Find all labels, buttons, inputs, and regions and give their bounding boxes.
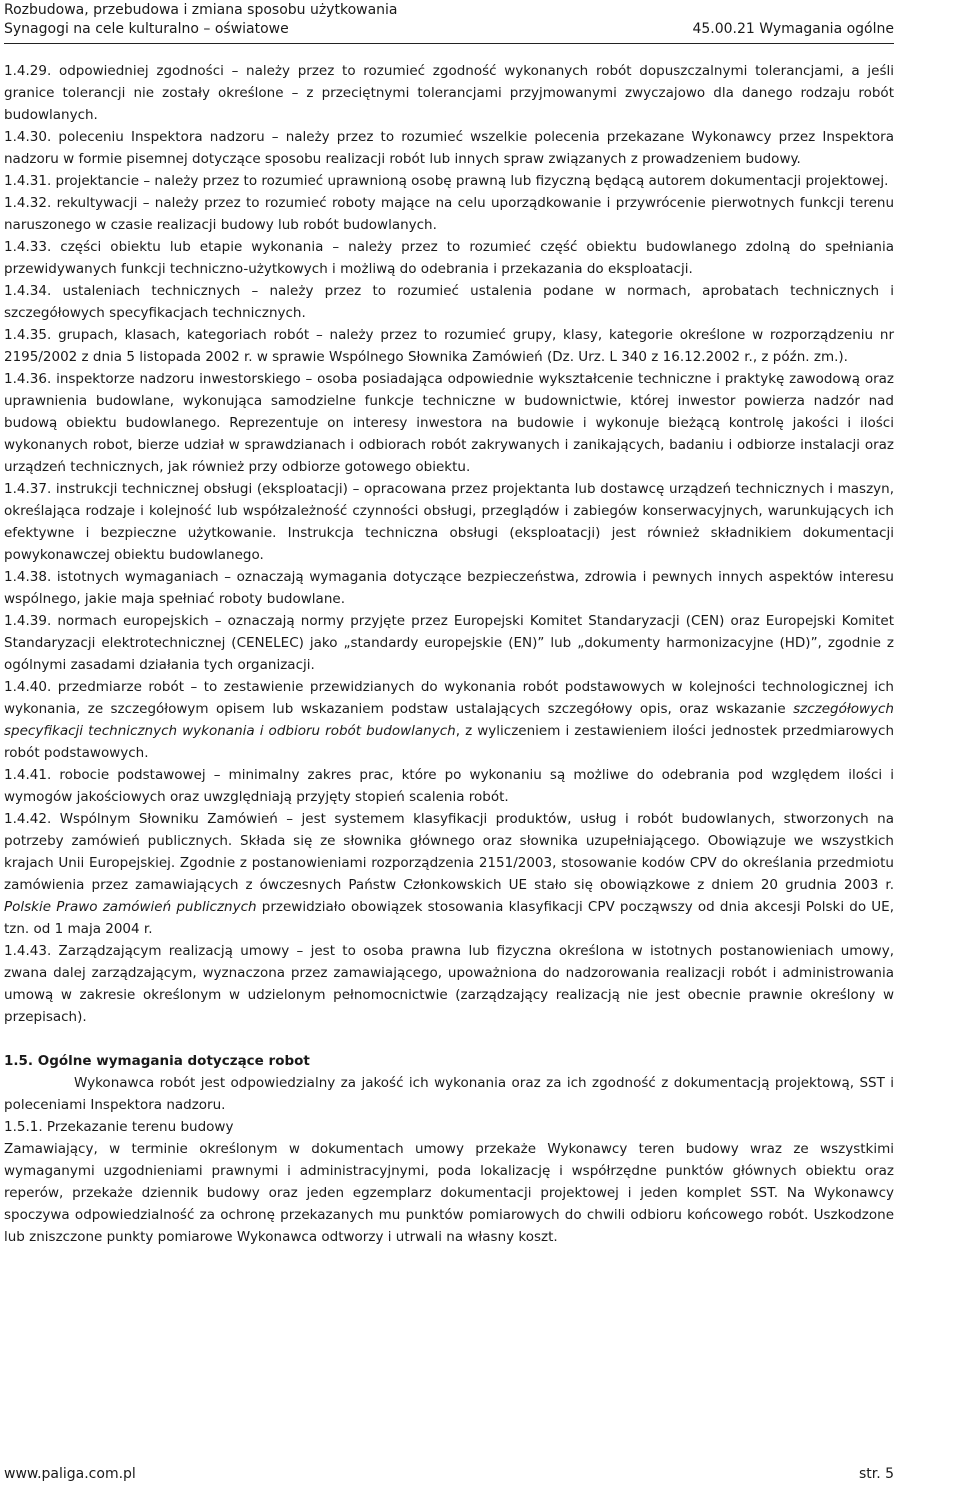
- definition-number: 1.4.42.: [4, 811, 52, 827]
- definition-item: [4, 60, 894, 126]
- definition-number: 1.4.32.: [4, 195, 52, 211]
- definition-item: [4, 192, 894, 236]
- definition-item: [4, 764, 894, 808]
- definition-text: części obiektu lub etapie wykonania – należy przez to rozumieć część obiektu budowlanego zdolną do spełniania przewidywanych funkcji techniczno-użytkowych i możliwą do odebrania i przekazania do eksploatacji.: [4, 239, 894, 277]
- header-project-subtitle: Synagogi na cele kulturalno – oświatowe: [4, 21, 289, 37]
- definition-item: [4, 170, 894, 192]
- definition-text: projektancie – należy przez to rozumieć uprawnioną osobę prawną lub fizyczną będącą autorem dokumentacji projektowej.: [55, 173, 889, 189]
- header-divider: [4, 43, 894, 44]
- definition-text-italic: Polskie Prawo zamówień publicznych: [4, 899, 257, 915]
- definition-item: [4, 566, 894, 610]
- definition-number: 1.4.33.: [4, 239, 52, 255]
- definition-text: ustaleniach technicznych – należy przez to rozumieć ustalenia podane w normach, aprobatach technicznych i szczegółowych specyfikacjach technicznych.: [4, 283, 894, 321]
- section-intro: Wykonawca robót jest odpowiedzialny za jakość ich wykonania oraz za ich zgodność z dokumentacją projektową, SST i poleceniami Inspektora nadzoru.: [4, 1075, 894, 1113]
- footer-website: www.paliga.com.pl: [4, 1466, 136, 1482]
- definition-text: odpowiedniej zgodności – należy przez to rozumieć zgodność wykonanych robót dopuszczalnymi tolerancjami, a jeśli granice tolerancji nie zostały określone – z przeciętnymi tolerancjami przyjmowanymi zwyczajowo dla danego rodzaju robót budowlanych.: [4, 63, 894, 123]
- definition-number: 1.4.39.: [4, 613, 52, 629]
- header-project-title: Rozbudowa, przebudowa i zmiana sposobu użytkowania: [4, 2, 398, 18]
- definition-text: robocie podstawowej – minimalny zakres prac, które po wykonaniu są możliwe do odebrania pod względem ilości i wymogów jakościowych oraz uwzględniają przyjęty stopień scalenia robót.: [4, 767, 894, 805]
- page-footer: [4, 1463, 894, 1485]
- definition-item: [4, 324, 894, 368]
- subsection-heading: 1.5.1. Przekazanie terenu budowy: [4, 1119, 234, 1135]
- definition-item: [4, 236, 894, 280]
- definition-number: 1.4.38.: [4, 569, 52, 585]
- definition-number: 1.4.35.: [4, 327, 52, 343]
- definition-number: 1.4.31.: [4, 173, 52, 189]
- section-heading: 1.5. Ogólne wymagania dotyczące robot: [4, 1053, 310, 1069]
- definition-text: grupach, klasach, kategoriach robót – należy przez to rozumieć grupy, klasy, kategorie określone w rozporządzeniu nr 2195/2002 z dnia 5 listopada 2002 r. w sprawie Wspólnego Słownika Zamówień (Dz. Urz. L 340 z 16.12.2002 r., z późn. zm.).: [4, 327, 895, 365]
- definition-item: [4, 280, 894, 324]
- definition-text: rekultywacji – należy przez to rozumieć roboty mające na celu uporządkowanie i przywrócenie pierwotnych funkcji terenu naruszonego w czasie realizacji budowy lub robót budowlanych.: [4, 195, 894, 233]
- definition-text: poleceniu Inspektora nadzoru – należy przez to rozumieć wszelkie polecenia przekazane Wykonawcy przez Inspektora nadzoru w formie pisemnej dotyczące sposobu realizacji robót lub innych spraw związanych z prowadzeniem budowy.: [4, 129, 895, 167]
- definition-text: inspektorze nadzoru inwestorskiego – osoba posiadająca odpowiednie wykształcenie techniczne i praktykę zawodową oraz uprawnienia budowlane, wykonująca samodzielne funkcje techniczne w budownictwie, której inwestor powierza nadzór nad budową obiektu budowlanego. Reprezentuje on interesy inwestora na budowie i wykonuje bieżącą kontrolę jakości i ilości wykonanych robot, bierze udział w sprawdzianach i odbiorach robót zakrywanych i zanikających, badaniu i odbiorze instalacji oraz urządzeń technicznych, jak również przy odbiorze gotowego obiektu.: [4, 371, 895, 475]
- subsection-text: Zamawiający, w terminie określonym w dokumentach umowy przekaże Wykonawcy teren budowy wraz ze wszystkimi wymaganymi uzgodnieniami prawnymi i administracyjnymi, poda lokalizację i współrzędne punktów głównych obiektu oraz reperów, przekaże dziennik budowy oraz jeden egzemplarz dokumentacji projektowej i jeden komplet SST. Na Wykonawcy spoczywa odpowiedzialność za ochronę przekazanych mu punktów pomiarowych do chwili odbioru końcowego robót. Uszkodzone lub zniszczone punkty pomiarowe Wykonawca odtworzy i utrwali na własny koszt.: [4, 1141, 894, 1245]
- definition-item: [4, 610, 894, 676]
- definition-number: 1.4.36.: [4, 371, 52, 387]
- document-body: [4, 60, 894, 1248]
- footer-page-number: str. 5: [858, 1466, 894, 1482]
- definition-item: [4, 676, 894, 764]
- definition-text: istotnych wymaganiach – oznaczają wymagania dotyczące bezpieczeństwa, zdrowia i pewnych innych aspektów interesu wspólnego, jakie maja spełniać roboty budowlane.: [4, 569, 894, 607]
- page-header: [4, 0, 894, 42]
- definition-number: 1.4.34.: [4, 283, 52, 299]
- definition-text-cont: , z wyliczeniem i zestawieniem ilości jednostek przedmiarowych robót podstawowych.: [4, 723, 895, 761]
- definition-text: Zarządzającym realizacją umowy – jest to osoba prawna lub fizyczna określona w istotnych postanowieniach umowy, zwana dalej zarządzającym, wyznaczona przez zamawiającego, upoważniona do nadzorowania realizacji robót i administrowania umową w zakresie określonym w udzielonym pełnomocnictwie (zarządzający realizacją nie jest obecnie prawnie określony w przepisach).: [4, 943, 894, 1025]
- header-spec-code: 45.00.21 Wymagania ogólne: [692, 21, 894, 37]
- definition-text: normach europejskich – oznaczają normy przyjęte przez Europejski Komitet Standaryzacji (CEN) oraz Europejski Komitet Standaryzacji elektrotechnicznej (CENELEC) jako „standardy europejskie (EN)” lub „dokumenty harmonizacyjne (HD)”, zgodnie z ogólnymi zasadami działania tych organizacji.: [4, 613, 894, 673]
- definition-number: 1.4.37.: [4, 481, 52, 497]
- definition-item: [4, 368, 894, 478]
- definition-number: 1.4.43.: [4, 943, 52, 959]
- definition-item: [4, 808, 894, 940]
- definition-number: 1.4.30.: [4, 129, 52, 145]
- definition-item: [4, 478, 894, 566]
- section-spacer: [4, 1028, 894, 1050]
- definition-number: 1.4.40.: [4, 679, 52, 695]
- definition-item: [4, 940, 894, 1028]
- definition-item: [4, 126, 894, 170]
- definition-text: Wspólnym Słowniku Zamówień – jest systemem klasyfikacji produktów, usług i robót budowlanych, stworzonych na potrzeby zamówień publicznych. Składa się ze słownika głównego oraz słownika uzupełniającego. Obowiązuje we wszystkich krajach Unii Europejskiej. Zgodnie z postanowieniami rozporządzenia 2151/2003, stosowanie kodów CPV do określania przedmiotu zamówienia przez zamawiających z ówczesnych Państw Członkowskich UE stało się obowiązkowe z dniem 20 grudnia 2003 r.: [4, 811, 894, 893]
- definition-number: 1.4.41.: [4, 767, 52, 783]
- definition-text: instrukcji technicznej obsługi (eksploatacji) – opracowana przez projektanta lub dostawcę urządzeń technicznych i maszyn, określająca rodzaje i kolejność lub współzależność czynności obsługi, przeglądów i zabiegów konserwacyjnych, warunkujących ich efektywne i bezpieczne użytkowanie. Instrukcja techniczna obsługi (eksploatacji) jest również składnikiem dokumentacji powykonawczej obiektu budowlanego.: [4, 481, 894, 563]
- definition-text-cont: przewidziało obowiązek stosowania klasyfikacji CPV począwszy od dnia akcesji Polski do UE, tzn. od 1 maja 2004 r.: [4, 899, 894, 937]
- definition-number: 1.4.29.: [4, 63, 52, 79]
- definition-text: przedmiarze robót – to zestawienie przewidzianych do wykonania robót podstawowych w kolejności technologicznej ich wykonania, ze szczegółowym opisem lub wskazaniem podstaw ustalających szczegółowy opis, oraz wskazanie: [4, 679, 894, 717]
- definition-text-italic: szczegółowych specyfikacji technicznych wykonania i odbioru robót budowlanych: [4, 701, 894, 739]
- header-title-block: [4, 1, 398, 39]
